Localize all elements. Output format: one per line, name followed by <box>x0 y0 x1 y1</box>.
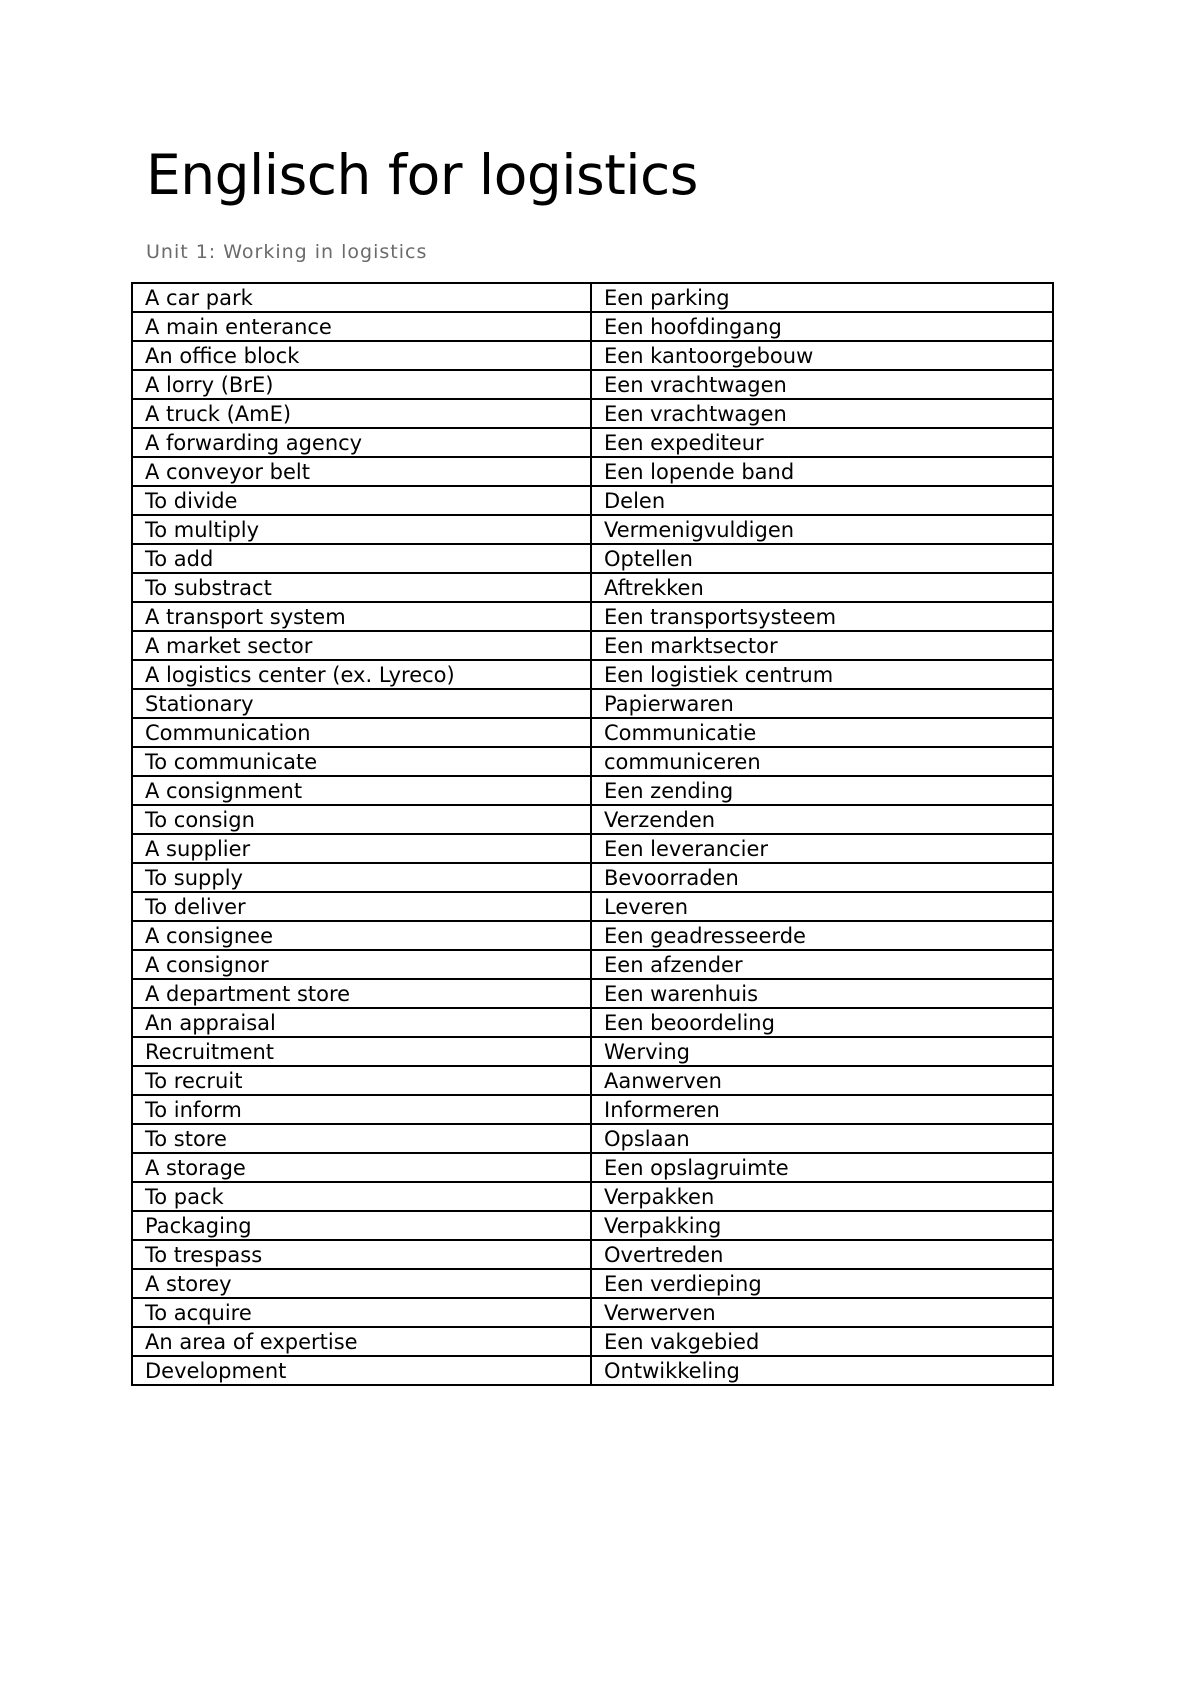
dutch-translation-cell: Communicatie <box>591 718 1053 747</box>
table-row <box>132 834 1053 863</box>
dutch-translation-cell: Bevoorraden <box>591 863 1053 892</box>
dutch-translation-cell: Een verdieping <box>591 1269 1053 1298</box>
dutch-translation-cell: Leveren <box>591 892 1053 921</box>
english-term-cell: A consignor <box>132 950 591 979</box>
dutch-translation-cell: Opslaan <box>591 1124 1053 1153</box>
dutch-translation-cell: Delen <box>591 486 1053 515</box>
table-row <box>132 283 1053 312</box>
english-term-cell: A market sector <box>132 631 591 660</box>
table-row <box>132 428 1053 457</box>
dutch-translation-cell: Werving <box>591 1037 1053 1066</box>
table-row <box>132 1269 1053 1298</box>
dutch-translation-cell: Aftrekken <box>591 573 1053 602</box>
english-term-cell: To recruit <box>132 1066 591 1095</box>
english-term-cell: Packaging <box>132 1211 591 1240</box>
english-term-cell: A storage <box>132 1153 591 1182</box>
table-row <box>132 312 1053 341</box>
table-row <box>132 747 1053 776</box>
english-term-cell: To multiply <box>132 515 591 544</box>
dutch-translation-cell: Een transportsysteem <box>591 602 1053 631</box>
dutch-translation-cell: Een vrachtwagen <box>591 399 1053 428</box>
table-row <box>132 1037 1053 1066</box>
english-term-cell: A transport system <box>132 602 591 631</box>
dutch-translation-cell: Een beoordeling <box>591 1008 1053 1037</box>
dutch-translation-cell: Een marktsector <box>591 631 1053 660</box>
english-term-cell: A truck (AmE) <box>132 399 591 428</box>
english-term-cell: An office block <box>132 341 591 370</box>
table-row <box>132 1327 1053 1356</box>
english-term-cell: Recruitment <box>132 1037 591 1066</box>
english-term-cell: To communicate <box>132 747 591 776</box>
dutch-translation-cell: Ontwikkeling <box>591 1356 1053 1385</box>
table-row <box>132 602 1053 631</box>
dutch-translation-cell: Een warenhuis <box>591 979 1053 1008</box>
english-term-cell: A supplier <box>132 834 591 863</box>
table-row <box>132 1153 1053 1182</box>
english-term-cell: A car park <box>132 283 591 312</box>
dutch-translation-cell: Een hoofdingang <box>591 312 1053 341</box>
table-row <box>132 1211 1053 1240</box>
dutch-translation-cell: Een logistiek centrum <box>591 660 1053 689</box>
dutch-translation-cell: Verpakking <box>591 1211 1053 1240</box>
table-row <box>132 979 1053 1008</box>
english-term-cell: To consign <box>132 805 591 834</box>
vocabulary-table-body <box>132 283 1053 1385</box>
dutch-translation-cell: Een opslagruimte <box>591 1153 1053 1182</box>
table-row <box>132 863 1053 892</box>
english-term-cell: To supply <box>132 863 591 892</box>
dutch-translation-cell: Een zending <box>591 776 1053 805</box>
table-row <box>132 631 1053 660</box>
dutch-translation-cell: Een kantoorgebouw <box>591 341 1053 370</box>
english-term-cell: A conveyor belt <box>132 457 591 486</box>
english-term-cell: A department store <box>132 979 591 1008</box>
english-term-cell: To inform <box>132 1095 591 1124</box>
english-term-cell: Stationary <box>132 689 591 718</box>
page-title: Englisch for logistics <box>146 143 698 207</box>
english-term-cell: An appraisal <box>132 1008 591 1037</box>
table-row <box>132 1095 1053 1124</box>
dutch-translation-cell: Een expediteur <box>591 428 1053 457</box>
table-row <box>132 399 1053 428</box>
table-row <box>132 689 1053 718</box>
english-term-cell: To store <box>132 1124 591 1153</box>
table-row <box>132 892 1053 921</box>
english-term-cell: Development <box>132 1356 591 1385</box>
english-term-cell: To trespass <box>132 1240 591 1269</box>
dutch-translation-cell: Een vrachtwagen <box>591 370 1053 399</box>
english-term-cell: To divide <box>132 486 591 515</box>
english-term-cell: To substract <box>132 573 591 602</box>
english-term-cell: To add <box>132 544 591 573</box>
table-row <box>132 660 1053 689</box>
table-row <box>132 718 1053 747</box>
dutch-translation-cell: Informeren <box>591 1095 1053 1124</box>
english-term-cell: To deliver <box>132 892 591 921</box>
table-row <box>132 486 1053 515</box>
dutch-translation-cell: Vermenigvuldigen <box>591 515 1053 544</box>
table-row <box>132 1008 1053 1037</box>
table-row <box>132 573 1053 602</box>
table-row <box>132 515 1053 544</box>
unit-subtitle: Unit 1: Working in logistics <box>146 241 428 263</box>
dutch-translation-cell: Een leverancier <box>591 834 1053 863</box>
dutch-translation-cell: Een geadresseerde <box>591 921 1053 950</box>
table-row <box>132 776 1053 805</box>
dutch-translation-cell: Papierwaren <box>591 689 1053 718</box>
table-row <box>132 921 1053 950</box>
dutch-translation-cell: Aanwerven <box>591 1066 1053 1095</box>
table-row <box>132 1182 1053 1211</box>
table-row <box>132 1124 1053 1153</box>
dutch-translation-cell: Verwerven <box>591 1298 1053 1327</box>
english-term-cell: A forwarding agency <box>132 428 591 457</box>
table-row <box>132 805 1053 834</box>
english-term-cell: An area of expertise <box>132 1327 591 1356</box>
english-term-cell: A consignment <box>132 776 591 805</box>
table-row <box>132 1066 1053 1095</box>
dutch-translation-cell: Een vakgebied <box>591 1327 1053 1356</box>
english-term-cell: A consignee <box>132 921 591 950</box>
dutch-translation-cell: Verpakken <box>591 1182 1053 1211</box>
table-row <box>132 370 1053 399</box>
table-row <box>132 1240 1053 1269</box>
dutch-translation-cell: communiceren <box>591 747 1053 776</box>
dutch-translation-cell: Overtreden <box>591 1240 1053 1269</box>
dutch-translation-cell: Een afzender <box>591 950 1053 979</box>
dutch-translation-cell: Optellen <box>591 544 1053 573</box>
table-row <box>132 1356 1053 1385</box>
english-term-cell: A logistics center (ex. Lyreco) <box>132 660 591 689</box>
english-term-cell: To pack <box>132 1182 591 1211</box>
english-term-cell: A storey <box>132 1269 591 1298</box>
dutch-translation-cell: Een lopende band <box>591 457 1053 486</box>
table-row <box>132 1298 1053 1327</box>
english-term-cell: A lorry (BrE) <box>132 370 591 399</box>
table-row <box>132 544 1053 573</box>
table-row <box>132 950 1053 979</box>
table-row <box>132 457 1053 486</box>
english-term-cell: A main enterance <box>132 312 591 341</box>
english-term-cell: To acquire <box>132 1298 591 1327</box>
table-row <box>132 341 1053 370</box>
vocabulary-table <box>131 282 1054 1386</box>
dutch-translation-cell: Verzenden <box>591 805 1053 834</box>
dutch-translation-cell: Een parking <box>591 283 1053 312</box>
english-term-cell: Communication <box>132 718 591 747</box>
